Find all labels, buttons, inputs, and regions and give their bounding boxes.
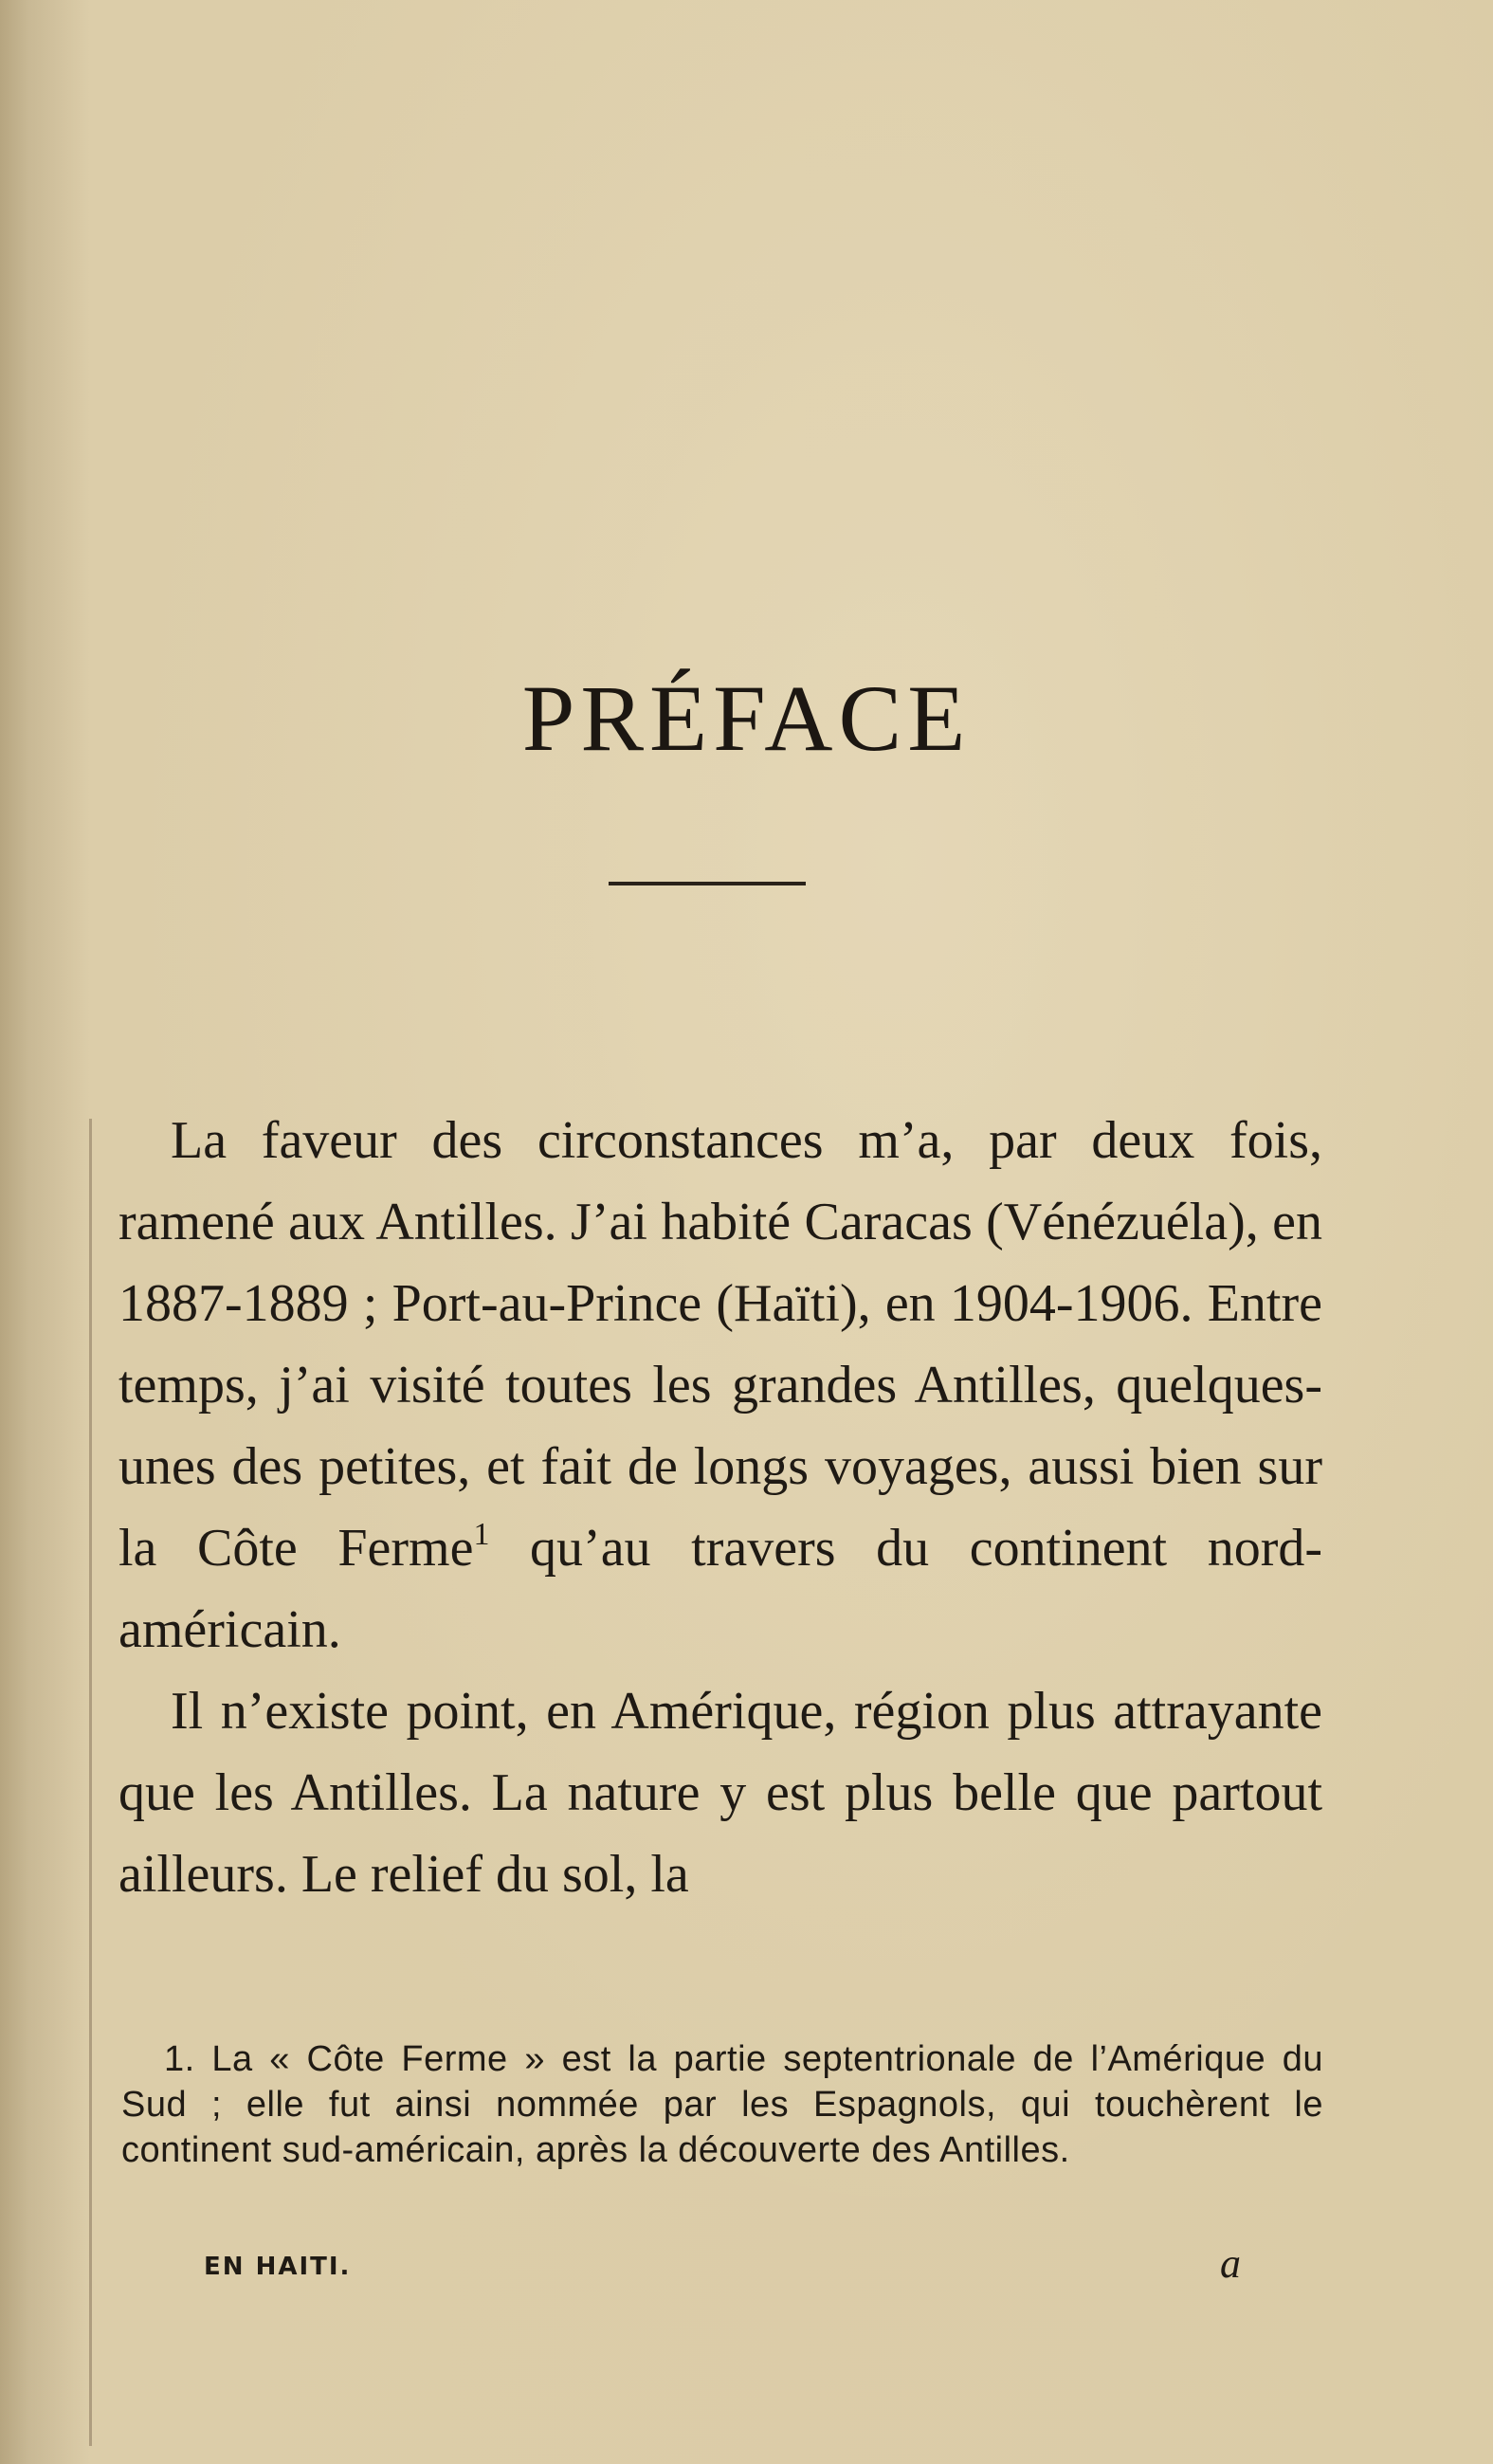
paragraph-1-text-b: qu’au travers du continent nord-américain. xyxy=(118,1519,1323,1659)
signature-mark: a xyxy=(1220,2240,1241,2287)
title-rule xyxy=(609,882,806,885)
paragraph-1-text-a: La faveur des circonstances m’a, par deux fois, ramené aux Antilles. J’ai habité Caracas (Vénézuéla), en 1887-1889 ; Port-au-Prince (Haïti), en 1904-1906. Entre temps, j’ai visité toutes les grandes Antilles, quelques-unes des petites, et fait de longs voyages, aussi bien sur la Côte Ferme xyxy=(118,1111,1322,1578)
running-foot: EN HAITI. xyxy=(204,2253,352,2281)
page-gutter-shadow xyxy=(0,0,90,2464)
page-gutter-line xyxy=(89,1119,92,2446)
page-title: PRÉFACE xyxy=(521,666,972,771)
footnote xyxy=(121,2036,1323,2173)
body-text xyxy=(118,1100,1322,1915)
paragraph-1 xyxy=(118,1100,1322,1670)
paragraph-2: Il n’existe point, en Amérique, région plus attrayante que les Antilles. La nature y est plus belle que partout ailleurs. Le relief du sol, la xyxy=(118,1682,1322,1904)
footnote-text: 1. La « Côte Ferme » est la partie septentrionale de l’Amérique du Sud ; elle fut ainsi nommée par les Espagnols, qui touchèrent le continent sud-américain, après la découverte des Antilles. xyxy=(121,2039,1323,2170)
footnote-reference: 1 xyxy=(473,1517,490,1552)
